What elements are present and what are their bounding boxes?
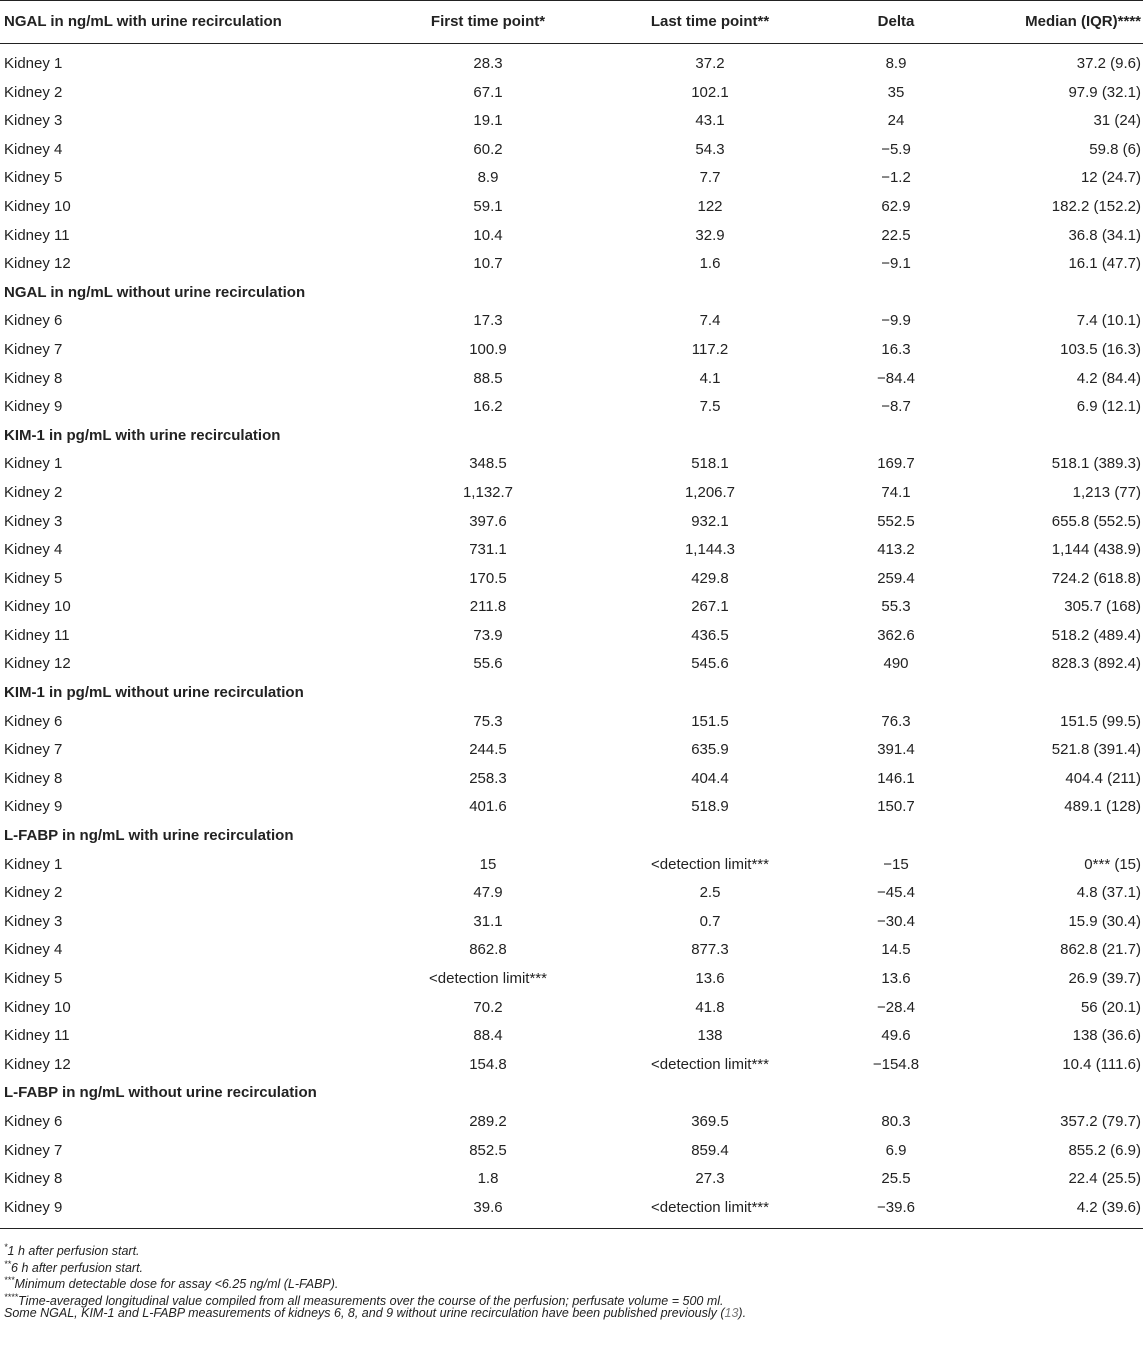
table-row — [0, 479, 1143, 508]
table-row — [0, 193, 1143, 222]
first-time-point-value: 862.8 — [469, 941, 507, 959]
last-time-point-value: 429.8 — [691, 569, 729, 587]
delta-value: 14.5 — [881, 941, 911, 959]
last-time-point-value: 2.5 — [699, 884, 721, 902]
table-row — [0, 536, 1143, 565]
header-delta: Delta — [804, 1, 988, 44]
kidney-label: Kidney 2 — [4, 884, 63, 902]
section-header-row — [0, 279, 1143, 308]
footnote-text: Minimum detectable dose for assay <6.25 ng/ml (L-FABP). — [14, 1277, 339, 1292]
kidney-label: Kidney 7 — [4, 1141, 63, 1159]
delta-value: 413.2 — [877, 541, 915, 559]
table-row — [0, 1165, 1143, 1194]
first-time-point-value: 67.1 — [473, 83, 503, 101]
note-text: Some NGAL, KIM-1 and L-FABP measurements of kidneys 6, 8, and 9 without urine recirculation have been published previously ( — [4, 1306, 725, 1321]
first-time-point-value: 17.3 — [473, 312, 503, 330]
first-time-point-value: 258.3 — [469, 769, 507, 787]
kidney-label: Kidney 8 — [4, 369, 63, 387]
first-time-point-value: 348.5 — [469, 455, 507, 473]
last-time-point-value: 54.3 — [695, 140, 725, 158]
median-iqr-value: 16.1 (47.7) — [1068, 255, 1141, 273]
table-row — [0, 765, 1143, 794]
kidney-label: Kidney 10 — [4, 998, 71, 1016]
last-time-point-value: 43.1 — [695, 112, 725, 130]
last-time-point-value: 138 — [697, 1027, 723, 1045]
median-iqr-value: 357.2 (79.7) — [1060, 1112, 1141, 1130]
footnote — [4, 1272, 1143, 1292]
table-row — [0, 793, 1143, 822]
table-body — [0, 44, 1143, 1229]
delta-value: 490 — [883, 655, 909, 673]
table-row — [0, 44, 1143, 79]
median-iqr-value: 4.8 (37.1) — [1076, 884, 1141, 902]
first-time-point-value: 28.3 — [473, 55, 503, 72]
first-time-point-value: 73.9 — [473, 626, 503, 644]
first-time-point-value: 289.2 — [469, 1112, 507, 1130]
delta-value: 13.6 — [881, 970, 911, 987]
last-time-point-value: 1,206.7 — [684, 483, 736, 501]
median-iqr-value: 4.2 (39.6) — [988, 1194, 1143, 1229]
kidney-label: Kidney 10 — [4, 598, 71, 616]
kidney-label: Kidney 8 — [4, 1170, 63, 1188]
footnote-mark: *** — [4, 1275, 15, 1286]
section-header-row — [0, 422, 1143, 451]
kidney-label: Kidney 5 — [4, 569, 63, 587]
footnote-mark: **** — [4, 1291, 19, 1302]
delta-value: 150.7 — [877, 798, 915, 816]
last-time-point-value: 859.4 — [691, 1141, 729, 1159]
table-row — [0, 565, 1143, 594]
kidney-label: Kidney 11 — [4, 626, 70, 644]
footnote — [4, 1256, 1143, 1273]
last-time-point-value: 545.6 — [691, 655, 729, 673]
table-row — [0, 965, 1143, 994]
delta-value: 391.4 — [877, 741, 915, 759]
first-time-point-value: 154.8 — [469, 1055, 507, 1073]
table-row — [0, 650, 1143, 679]
first-time-point-value: 401.6 — [469, 798, 507, 816]
kidney-label: Kidney 9 — [4, 798, 63, 816]
delta-value: −9.9 — [881, 312, 911, 330]
last-time-point-value: 932.1 — [691, 512, 729, 530]
delta-value: 16.3 — [881, 340, 911, 358]
delta-value: −15 — [883, 855, 909, 873]
median-iqr-value: 518.2 (489.4) — [1051, 626, 1141, 644]
kidney-label: Kidney 11 — [4, 226, 70, 244]
delta-value: 259.4 — [877, 569, 915, 587]
first-time-point-value: 731.1 — [469, 541, 507, 559]
table-row — [0, 936, 1143, 965]
delta-value: −84.4 — [877, 369, 915, 387]
last-time-point-value: 0.7 — [699, 912, 721, 930]
first-time-point-value: 1,132.7 — [462, 483, 514, 501]
median-iqr-value: 404.4 (211) — [1065, 769, 1141, 787]
citation-link[interactable]: 13 — [724, 1306, 739, 1321]
median-iqr-value: 0*** (15) — [1084, 855, 1141, 873]
header-first-time-point: First time point* — [360, 1, 616, 44]
last-time-point-value: 436.5 — [691, 626, 729, 644]
last-time-point-value: 267.1 — [691, 598, 729, 616]
last-time-point-value: <detection limit*** — [616, 1194, 804, 1229]
delta-value: −45.4 — [877, 884, 915, 902]
median-iqr-value: 724.2 (618.8) — [1051, 569, 1141, 587]
kidney-label: Kidney 3 — [4, 912, 63, 930]
median-iqr-value: 12 (24.7) — [1080, 169, 1141, 187]
last-time-point-value: 32.9 — [695, 226, 725, 244]
median-iqr-value: 862.8 (21.7) — [1060, 941, 1141, 959]
table-row — [0, 307, 1143, 336]
table-row — [0, 1137, 1143, 1166]
kidney-label: Kidney 2 — [4, 83, 63, 101]
kidney-label: Kidney 6 — [4, 712, 63, 730]
kidney-label: Kidney 9 — [4, 398, 63, 416]
kidney-label: Kidney 4 — [4, 941, 63, 959]
kidney-label: Kidney 6 — [4, 312, 63, 330]
last-time-point-value: 7.5 — [699, 398, 721, 416]
first-time-point-value: 19.1 — [473, 112, 503, 130]
footnote-text: 1 h after perfusion start. — [7, 1244, 140, 1259]
median-iqr-value: 521.8 (391.4) — [1051, 741, 1141, 759]
median-iqr-value: 855.2 (6.9) — [1068, 1141, 1141, 1159]
footnote-text: 6 h after perfusion start. — [11, 1260, 144, 1275]
median-iqr-value: 97.9 (32.1) — [1068, 83, 1141, 101]
last-time-point-value: 877.3 — [691, 941, 729, 959]
last-time-point-value: 635.9 — [691, 741, 729, 759]
delta-value: 169.7 — [877, 455, 915, 473]
kidney-label: Kidney 7 — [4, 741, 63, 759]
footnotes — [0, 1229, 1143, 1322]
kidney-label: Kidney 5 — [4, 169, 63, 187]
first-time-point-value: 75.3 — [473, 712, 503, 730]
last-time-point-value: 518.1 — [691, 455, 729, 473]
first-time-point-value: 211.8 — [469, 598, 507, 616]
delta-value: 80.3 — [881, 1112, 911, 1130]
table-row — [0, 908, 1143, 937]
kidney-label: Kidney 3 — [4, 112, 63, 130]
median-iqr-value: 828.3 (892.4) — [1051, 655, 1141, 673]
header-median-iqr: Median (IQR)**** — [988, 1, 1143, 44]
table-row — [0, 1051, 1143, 1080]
delta-value: 6.9 — [885, 1141, 907, 1159]
median-iqr-value: 518.1 (389.3) — [1051, 455, 1141, 473]
delta-value: −5.9 — [881, 140, 911, 158]
first-time-point-value: 8.9 — [477, 169, 499, 187]
median-iqr-value: 4.2 (84.4) — [1076, 369, 1141, 387]
table-header-row — [0, 1, 1143, 44]
delta-value: 22.5 — [881, 226, 911, 244]
first-time-point-value: 10.7 — [473, 255, 503, 273]
footnote-note — [4, 1305, 1143, 1322]
table-row — [0, 1108, 1143, 1137]
delta-value: 35 — [887, 83, 905, 101]
delta-value: 49.6 — [881, 1027, 911, 1045]
delta-value: −39.6 — [804, 1194, 988, 1229]
first-time-point-value: 88.4 — [473, 1027, 503, 1045]
last-time-point-value: <detection limit*** — [651, 1055, 769, 1073]
section-header-row — [0, 679, 1143, 708]
section-header-row — [0, 1079, 1143, 1108]
delta-value: 62.9 — [881, 197, 911, 215]
table-row — [0, 164, 1143, 193]
header-group-label: NGAL in ng/mL with urine recirculation — [0, 1, 360, 44]
table-row — [0, 851, 1143, 880]
delta-value: −28.4 — [877, 998, 915, 1016]
median-iqr-value: 36.8 (34.1) — [1068, 226, 1141, 244]
first-time-point-value: 170.5 — [469, 569, 507, 587]
section-title: L-FABP in ng/mL without urine recirculation — [4, 1084, 317, 1102]
last-time-point-value: 41.8 — [695, 998, 725, 1016]
table-row — [0, 107, 1143, 136]
delta-value: 55.3 — [881, 598, 911, 616]
kidney-label: Kidney 12 — [4, 1055, 71, 1073]
footnote-text: Time-averaged longitudinal value compiled from all measurements over the course of the perfusion; perfusate volume = 500 ml. — [18, 1293, 724, 1308]
first-time-point-value: 852.5 — [469, 1141, 507, 1159]
delta-value: 25.5 — [881, 1170, 911, 1188]
last-time-point-value: 117.2 — [691, 340, 729, 358]
section-title: L-FABP in ng/mL with urine recirculation — [4, 827, 294, 845]
median-iqr-value: 182.2 (152.2) — [1051, 197, 1141, 215]
median-iqr-value: 305.7 (168) — [1064, 598, 1141, 616]
last-time-point-value: 13.6 — [695, 970, 725, 987]
table-row — [0, 508, 1143, 537]
table-row — [0, 393, 1143, 422]
note-end: ). — [738, 1306, 747, 1321]
table-row — [0, 593, 1143, 622]
first-time-point-value: 397.6 — [469, 512, 507, 530]
table-row — [0, 1022, 1143, 1051]
kidney-label: Kidney 10 — [4, 197, 71, 215]
delta-value: −30.4 — [877, 912, 915, 930]
last-time-point-value: <detection limit*** — [651, 855, 769, 873]
table-row — [0, 708, 1143, 737]
table-row — [0, 879, 1143, 908]
last-time-point-value: 102.1 — [691, 83, 729, 101]
kidney-label: Kidney 1 — [4, 455, 63, 473]
delta-value: 552.5 — [877, 512, 915, 530]
first-time-point-value: 55.6 — [473, 655, 503, 673]
kidney-label: Kidney 12 — [4, 255, 71, 273]
kidney-label: Kidney 5 — [4, 970, 63, 987]
last-time-point-value: 7.4 — [699, 312, 721, 330]
delta-value: 24 — [887, 112, 905, 130]
first-time-point-value: 47.9 — [473, 884, 503, 902]
kidney-label: Kidney 4 — [4, 541, 63, 559]
median-iqr-value: 103.5 (16.3) — [1060, 340, 1141, 358]
last-time-point-value: 518.9 — [691, 798, 729, 816]
delta-value: 8.9 — [885, 55, 907, 72]
delta-value: 76.3 — [881, 712, 911, 730]
table-row — [0, 365, 1143, 394]
section-title: NGAL in ng/mL without urine recirculation — [4, 283, 306, 301]
last-time-point-value: 27.3 — [695, 1170, 725, 1188]
median-iqr-value: 31 (24) — [1093, 112, 1141, 130]
footnote — [4, 1289, 1143, 1306]
kidney-label: Kidney 3 — [4, 512, 63, 530]
table-row — [0, 79, 1143, 108]
last-time-point-value: 7.7 — [699, 169, 721, 187]
delta-value: −154.8 — [872, 1055, 920, 1073]
median-iqr-value: 7.4 (10.1) — [1076, 312, 1141, 330]
median-iqr-value: 37.2 (9.6) — [1076, 55, 1141, 72]
first-time-point-value: 88.5 — [473, 369, 503, 387]
section-title: KIM-1 in pg/mL without urine recirculation — [4, 684, 304, 702]
footnote — [4, 1239, 1143, 1259]
first-time-point-value: 39.6 — [360, 1194, 616, 1229]
last-time-point-value: 1,144.3 — [684, 541, 736, 559]
section-header-row — [0, 822, 1143, 851]
median-iqr-value: 10.4 (111.6) — [1062, 1055, 1141, 1073]
first-time-point-value: 1.8 — [477, 1170, 499, 1188]
last-time-point-value: 4.1 — [699, 369, 721, 387]
first-time-point-value: 100.9 — [469, 340, 507, 358]
median-iqr-value: 22.4 (25.5) — [1068, 1170, 1141, 1188]
header-last-time-point: Last time point** — [616, 1, 804, 44]
first-time-point-value: 70.2 — [473, 998, 503, 1016]
first-time-point-value: 60.2 — [473, 140, 503, 158]
footnote-mark: ** — [4, 1258, 12, 1269]
delta-value: −9.1 — [881, 255, 911, 273]
median-iqr-value: 138 (36.6) — [1072, 1027, 1141, 1045]
delta-value: −1.2 — [881, 169, 911, 187]
first-time-point-value: 59.1 — [473, 197, 503, 215]
table-row — [0, 994, 1143, 1023]
delta-value: −8.7 — [881, 398, 911, 416]
table-row — [0, 336, 1143, 365]
table-row — [0, 136, 1143, 165]
median-iqr-value: 489.1 (128) — [1064, 798, 1141, 816]
kidney-label: Kidney 6 — [4, 1112, 63, 1130]
first-time-point-value: 244.5 — [469, 741, 507, 759]
table-row — [0, 1194, 1143, 1229]
delta-value: 362.6 — [877, 626, 915, 644]
median-iqr-value: 1,213 (77) — [1072, 483, 1141, 501]
last-time-point-value: 1.6 — [699, 255, 721, 273]
first-time-point-value: <detection limit*** — [429, 970, 547, 987]
kidney-label: Kidney 1 — [4, 55, 63, 72]
first-time-point-value: 31.1 — [473, 912, 503, 930]
kidney-label: Kidney 1 — [4, 855, 63, 873]
median-iqr-value: 59.8 (6) — [1089, 140, 1141, 158]
delta-value: 74.1 — [881, 483, 911, 501]
kidney-label: Kidney 4 — [4, 140, 63, 158]
median-iqr-value: 1,144 (438.9) — [1051, 541, 1141, 559]
kidney-label: Kidney 12 — [4, 655, 71, 673]
kidney-label: Kidney 9 — [0, 1194, 360, 1229]
median-iqr-value: 6.9 (12.1) — [1076, 398, 1141, 416]
table-row — [0, 250, 1143, 279]
kidney-label: Kidney 7 — [4, 340, 63, 358]
table-row — [0, 450, 1143, 479]
last-time-point-value: 404.4 — [691, 769, 729, 787]
first-time-point-value: 15 — [479, 855, 497, 873]
last-time-point-value: 122 — [697, 197, 723, 215]
median-iqr-value: 15.9 (30.4) — [1068, 912, 1141, 930]
last-time-point-value: 369.5 — [691, 1112, 729, 1130]
table-row — [0, 222, 1143, 251]
median-iqr-value: 655.8 (552.5) — [1051, 512, 1141, 530]
kidney-label: Kidney 2 — [4, 483, 63, 501]
kidney-label: Kidney 8 — [4, 769, 63, 787]
section-title: KIM-1 in pg/mL with urine recirculation — [4, 426, 281, 444]
median-iqr-value: 26.9 (39.7) — [1068, 970, 1141, 987]
last-time-point-value: 37.2 — [695, 55, 725, 72]
table-row — [0, 736, 1143, 765]
table-row — [0, 622, 1143, 651]
first-time-point-value: 16.2 — [473, 398, 503, 416]
delta-value: 146.1 — [877, 769, 915, 787]
last-time-point-value: 151.5 — [691, 712, 729, 730]
footnote-mark: * — [4, 1242, 8, 1253]
kidney-label: Kidney 11 — [4, 1027, 70, 1045]
median-iqr-value: 56 (20.1) — [1080, 998, 1141, 1016]
median-iqr-value: 151.5 (99.5) — [1060, 712, 1141, 730]
first-time-point-value: 10.4 — [473, 226, 503, 244]
